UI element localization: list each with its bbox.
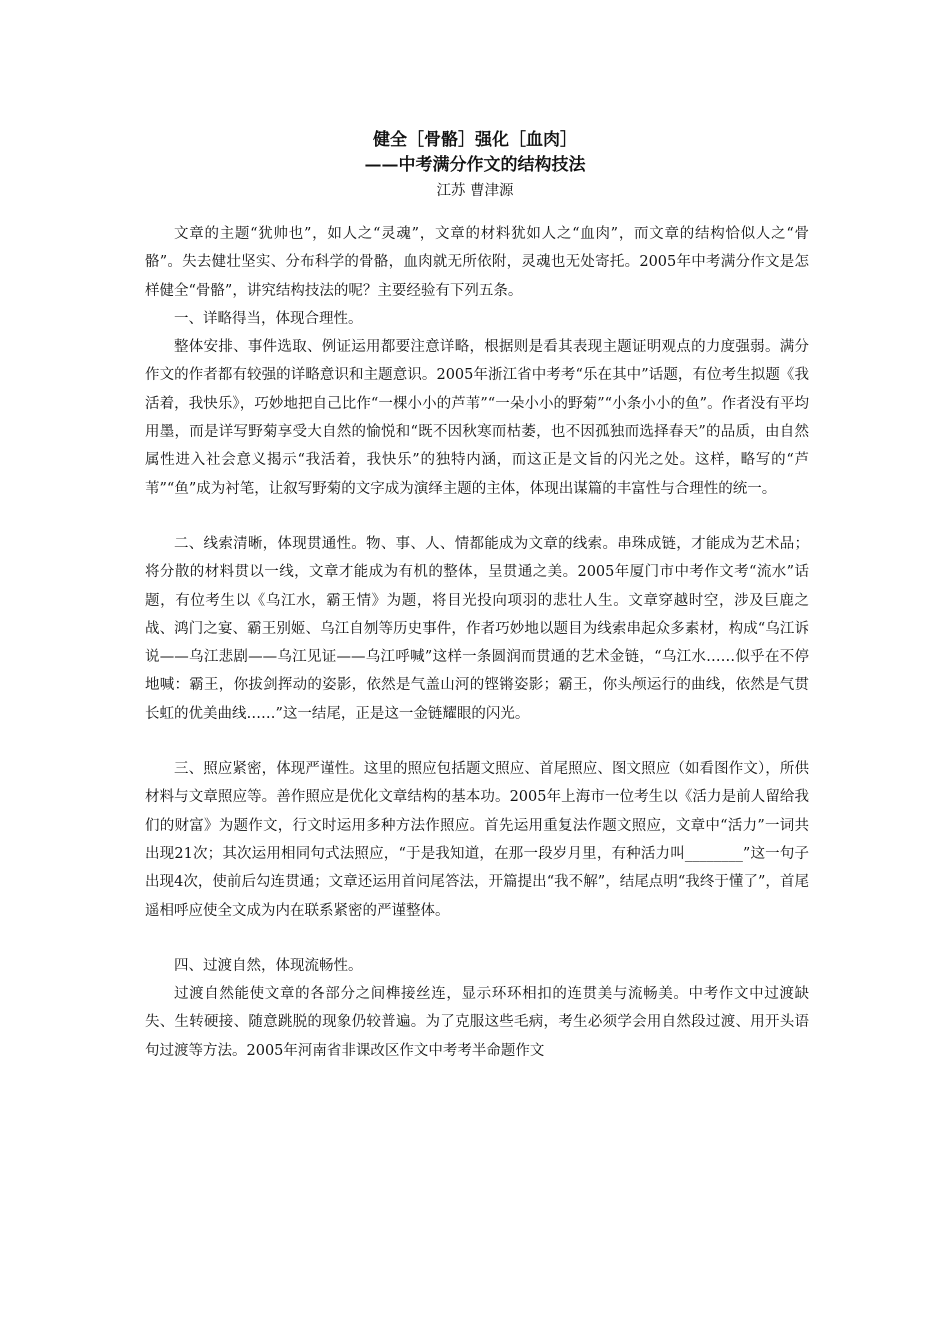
section-2-paragraph: 二、线索清晰，体现贯通性。物、事、人、情都能成为文章的线索。串珠成链，才能成为艺术品；将分散的材料贯以一线，文章才能成为有机的整体，呈贯通之美。2005年厦门市中考作文考“流水”话题，有位考生以《乌江水，霸王情》为题，将目光投向项羽的悲壮人生。文章穿越时空，涉及巨鹿之战、鸿门之宴、霸王别姬、乌江自刎等历史事件，作者巧妙地以题目为线索串起众多素材，构成“乌江诉说——乌江悲剧——乌江见证——乌江呼喊”这样一条圆润而贯通的艺术金链，“乌江水……似乎在不停地喊：霸王，你拔剑挥动的姿影，依然是气盖山河的铿锵姿影；霸王，你头颅运行的曲线，依然是气贯长虹的优美曲线……”这一结尾，正是这一金链耀眼的闪光。	[145, 535, 809, 722]
section-heading-1: 一、详略得当，体现合理性。	[174, 310, 363, 327]
document-title: 健全［骨骼］强化［血肉］	[373, 130, 577, 150]
section-3-paragraph: 三、照应紧密，体现严谨性。这里的照应包括题文照应、首尾照应、图文照应（如看图作文），所供材料与文章照应等。善作照应是优化文章结构的基本功。2005年上海市一位考生以《活力是前人留给我们的财富》为题作文，行文时运用多种方法作照应。首先运用重复法作题文照应，文章中“活力”一词共出现21次；其次运用相同句式法照应，“于是我知道，在那一段岁月里，有种活力叫________”这一句子出现4次，使前后勾连贯通；文章还运用首问尾答法，开篇提出“我不解”，结尾点明“我终于懂了”，首尾遥相呼应使全文成为内在联系紧密的严谨整体。	[145, 761, 809, 919]
document-subtitle: ——中考满分作文的结构技法	[364, 155, 586, 175]
intro-paragraph: 文章的主题“犹帅也”，如人之“灵魂”，文章的材料犹如人之“血肉”，而文章的结构恰似人之“骨骼”。失去健壮坚实、分布科学的骨骼，血肉就无所依附，灵魂也无处寄托。2005年中考满分作文是怎样健全“骨骼”，讲究结构技法的呢？主要经验有下列五条。	[145, 226, 809, 299]
section-4-paragraph: 过渡自然能使文章的各部分之间榫接丝连，显示环环相扣的连贯美与流畅美。中考作文中过渡缺失、生转硬接、随意跳脱的现象仍较普遍。为了克服这些毛病，考生必须学会用自然段过渡、用开头语句过渡等方法。2005年河南省非课改区作文中考考半命题作文	[145, 986, 809, 1059]
section-1-paragraph: 整体安排、事件选取、例证运用都要注意详略，根据则是看其表现主题证明观点的力度强弱。满分作文的作者都有较强的详略意识和主题意识。2005年浙江省中考考“乐在其中”话题，有位考生拟题《我活着，我快乐》，巧妙地把自己比作“一棵小小的芦苇”“一朵小小的野菊”“小条小小的鱼”。作者没有平均用墨，而是详写野菊享受大自然的愉悦和“既不因秋寒而枯萎，也不因孤独而选择春天”的品质，由自然属性进入社会意义揭示“我活着，我快乐”的独特内涵，而这正是文旨的闪光之处。这样，略写的“芦苇”“鱼”成为衬笔，让叙写野菊的文字成为演绎主题的主体，体现出谋篇的丰富性与合理性的统一。	[145, 339, 809, 497]
section-heading-4: 四、过渡自然，体现流畅性。	[174, 957, 363, 974]
document-body	[145, 220, 809, 1065]
document-author: 江苏 曹津源	[436, 183, 514, 199]
